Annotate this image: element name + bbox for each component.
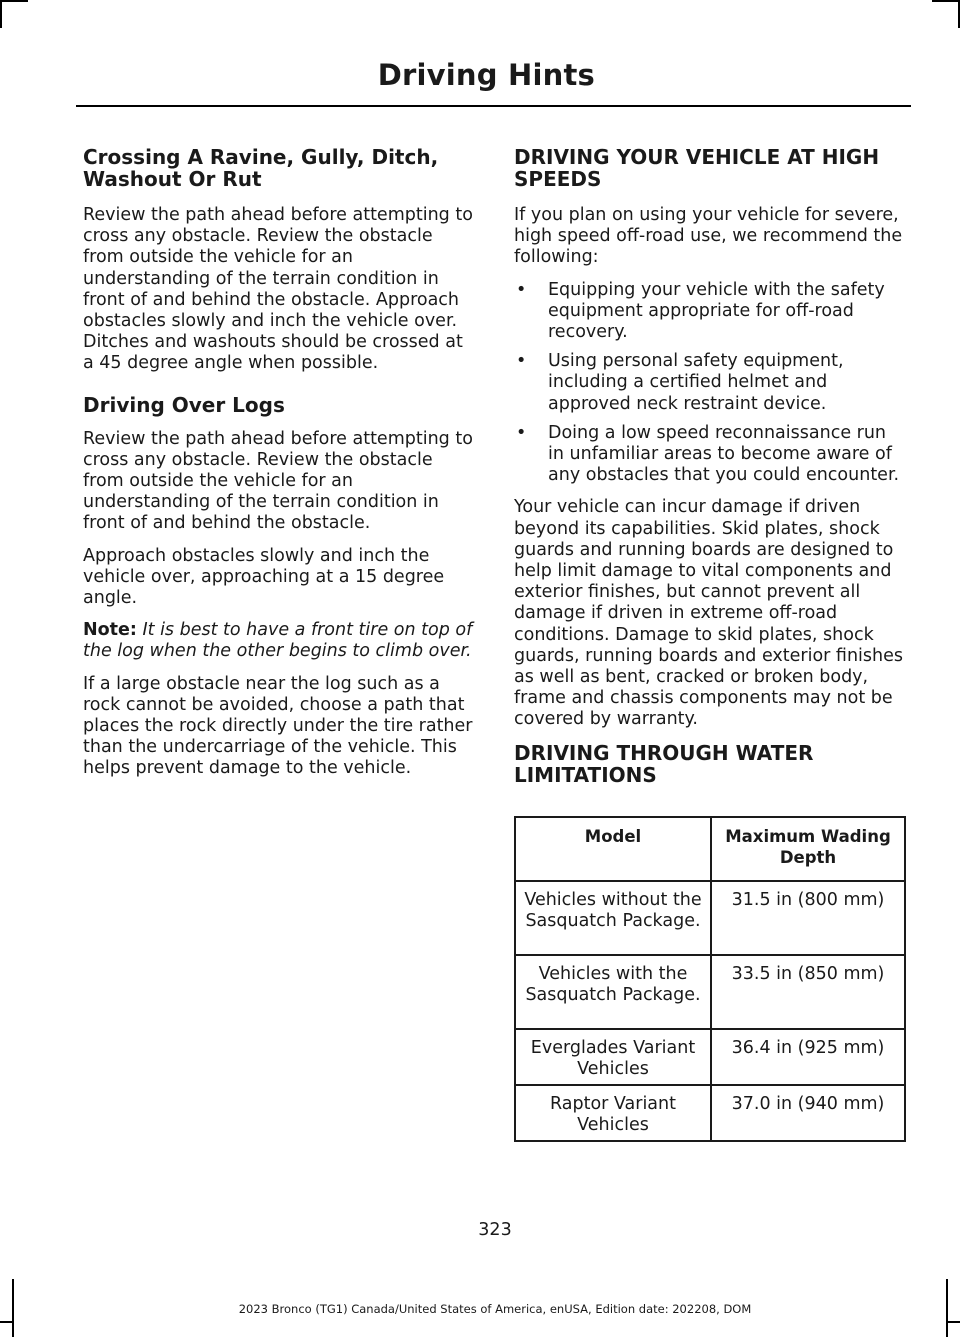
right-column (514, 146, 906, 1142)
bullet-icon: • (516, 279, 527, 300)
crop-mark (0, 0, 2, 28)
header-divider (76, 105, 911, 107)
logs-paragraph-3: If a large obstacle near the log such as a rock cannot be avoided, choose a path that places the rock directly under the tire rather than the undercarriage of the vehicle. This helps prevent damage to the vehicle. (83, 673, 473, 779)
left-column (83, 146, 475, 791)
depth-cell: 36.4 in (925 mm) (711, 1029, 905, 1085)
depth-cell: 31.5 in (800 mm) (711, 881, 905, 955)
wading-depth-table (514, 816, 906, 1142)
list-item: • Using personal safety equipment, including a certified helmet and approved neck restraint device. (516, 351, 844, 414)
ravine-heading: Crossing A Ravine, Gully, Ditch, Washout Or Rut (83, 145, 439, 191)
bullet-icon: • (516, 422, 527, 443)
logs-paragraph-2: Approach obstacles slowly and inch the vehicle over, approaching at a 15 degree angle. (83, 545, 445, 609)
crop-mark (946, 1321, 960, 1323)
list-item: • Equipping your vehicle with the safety equipment appropriate for off-road recovery. (516, 279, 885, 343)
page-number: 323 (478, 1220, 512, 1240)
list-item: • Doing a low speed reconnaissance run in unfamiliar areas to become aware of any obstacles that you could encounter. (516, 422, 900, 486)
depth-cell: 33.5 in (850 mm) (711, 955, 905, 1029)
table-row (515, 881, 905, 955)
logs-heading: Driving Over Logs (83, 392, 285, 417)
damage-paragraph: Your vehicle can incur damage if driven beyond its capabilities. Skid plates, shock guards and running boards are designed to help limit damage to vital components and exterior finishes, but cannot prevent all damage if driven in extreme off-road conditions. Damage to skid plates, shock guards, running boards and exterior finishes as well as bent, cracked or broken body, frame and chassis components may not be covered by warranty. (514, 497, 903, 730)
recommendation-list (514, 280, 906, 487)
table-row (515, 1085, 905, 1141)
ravine-paragraph: Review the path ahead before attempting to cross any obstacle. Review the obstacle from outside the vehicle for an understanding of the terrain condition in front of and behind the obstacle. Approach obstacles slowly and inch the vehicle over. Ditches and washouts should be crossed at a 45 degree angle when possible. (83, 205, 473, 374)
depth-cell: 37.0 in (940 mm) (711, 1085, 905, 1141)
table-header-row (515, 817, 905, 881)
high-speed-intro: If you plan on using your vehicle for severe, high speed off-road use, we recommend the following: (514, 205, 903, 268)
note-paragraph (83, 620, 475, 662)
crop-mark (0, 0, 28, 2)
column-header-depth: Maximum Wading Depth (711, 817, 905, 881)
model-cell: Everglades Variant Vehicles (515, 1029, 711, 1085)
note-label: Note: (83, 620, 137, 641)
model-cell: Raptor Variant Vehicles (515, 1085, 711, 1141)
high-speed-heading: DRIVING YOUR VEHICLE AT HIGH SPEEDS (514, 145, 880, 191)
table-row (515, 1029, 905, 1085)
table-row (515, 955, 905, 1029)
note-text: It is best to have a front tire on top of the log when the other begins to climb over. (83, 620, 473, 662)
model-cell: Vehicles with the Sasquatch Package. (515, 955, 711, 1029)
page-header-title: Driving Hints (377, 58, 595, 92)
logs-paragraph-1: Review the path ahead before attempting to cross any obstacle. Review the obstacle from outside the vehicle for an understanding of the terrain condition in front of and behind the obstacle. (83, 428, 473, 534)
model-cell: Vehicles without the Sasquatch Package. (515, 881, 711, 955)
water-limitations-heading: DRIVING THROUGH WATER LIMITATIONS (514, 740, 814, 787)
bullet-icon: • (516, 351, 527, 372)
crop-mark (932, 0, 960, 2)
column-header-model: Model (515, 817, 711, 881)
crop-mark (0, 1321, 14, 1323)
edition-footer: 2023 Bronco (TG1) Canada/United States of America, enUSA, Edition date: 202208, DOM (238, 1302, 752, 1316)
